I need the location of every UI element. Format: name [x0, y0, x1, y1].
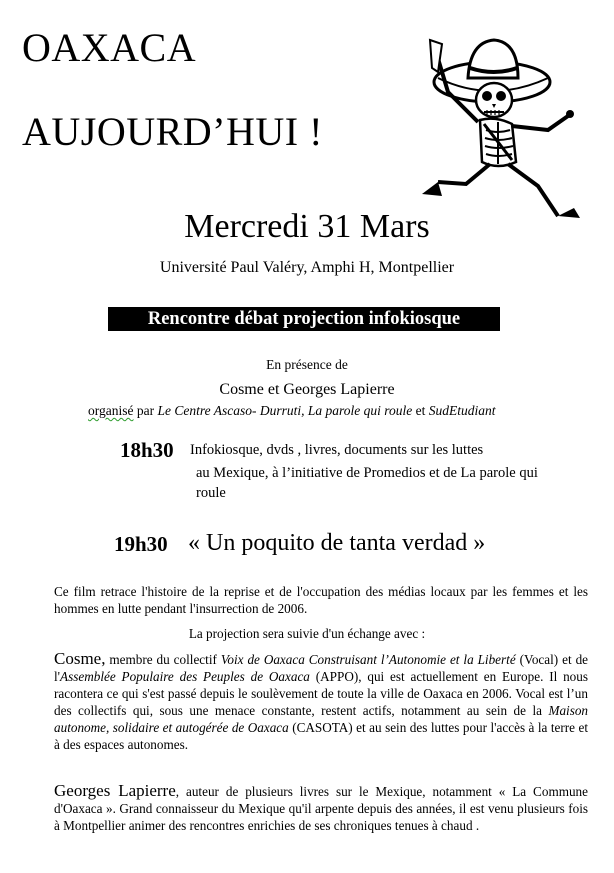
cosme-text-d: (CASOTA) et au sein des luttes pour l'accès à la terre et à des espaces autonomes. [54, 720, 588, 752]
event-venue: Université Paul Valéry, Amphi H, Montpellier [159, 259, 455, 276]
organizers-line [88, 403, 496, 419]
event-banner: Rencontre débat projection infokiosque [108, 307, 500, 331]
organizer-and: et [415, 403, 426, 418]
organized-label: organisé [88, 403, 134, 418]
infokiosque-line-2: au Mexique, à l’initiative de Promedios et de La parole qui [196, 465, 538, 481]
georges-text: , auteur de plusieurs livres sur le Mexique, notamment « La Commune d'Oaxaca ». Grand connaisseur du Mexique qu'il arpente depuis des années, il est venu plusieurs fois à Montpellier animer des rencontres enrichies de ses chroniques tenues à chaud . [54, 784, 589, 833]
organizer-1: Le Centre Ascaso- Durruti, La parole qui roule [157, 403, 413, 418]
time-1830: 18h30 [120, 438, 174, 462]
cosme-text-c: (APPO), qui est actuellement en Europe. Il nous racontera ce qui s'est passé depuis le soulèvement de toute la ville de Oaxaca en 2006. Vocal est l’un des collectifs qui, sous une menace constante, restent actifs, notamment au sein de la [54, 669, 588, 718]
title-line-1: OAXACA [22, 25, 197, 70]
title-line-2: AUJOURD’HUI ! [22, 109, 323, 154]
skeleton-icon [408, 34, 586, 224]
infokiosque-line-1: Infokiosque, dvds , livres, documents sur les luttes [190, 442, 484, 458]
georges-paragraph [54, 782, 588, 834]
presence-intro: En présence de [266, 357, 348, 372]
film-summary: Ce film retrace l'histoire de la reprise et de l'occupation des médias locaux par les femmes et les hommes en lutte pendant l'insurrection de 2006. [54, 584, 588, 616]
cosme-maison: Maison autonome, solidaire et autogérée de Oaxaca [54, 703, 589, 735]
organizer-2: SudEtudiant [428, 403, 496, 418]
followup-line: La projection sera suivie d'un échange avec : [188, 626, 426, 641]
guests-names: Cosme et Georges Lapierre [219, 381, 395, 398]
cosme-text-b: (Vocal) et de l' [54, 652, 589, 684]
event-date: Mercredi 31 Mars [184, 208, 430, 245]
cosme-text-a: membre du collectif [109, 652, 217, 667]
cosme-collective: Voix de Oaxaca Construisant l’Autonomie et la Liberté [220, 652, 516, 667]
time-1930: 19h30 [114, 532, 168, 556]
cosme-name: Cosme, [54, 649, 106, 668]
georges-name: Georges Lapierre [54, 781, 176, 800]
cosme-paragraph [54, 650, 588, 753]
film-title: « Un poquito de tanta verdad » [188, 530, 486, 556]
infokiosque-line-3: roule [196, 485, 226, 501]
organized-by: par [136, 403, 155, 418]
cosme-appo: Assemblée Populaire des Peuples de Oaxaca [60, 669, 310, 684]
